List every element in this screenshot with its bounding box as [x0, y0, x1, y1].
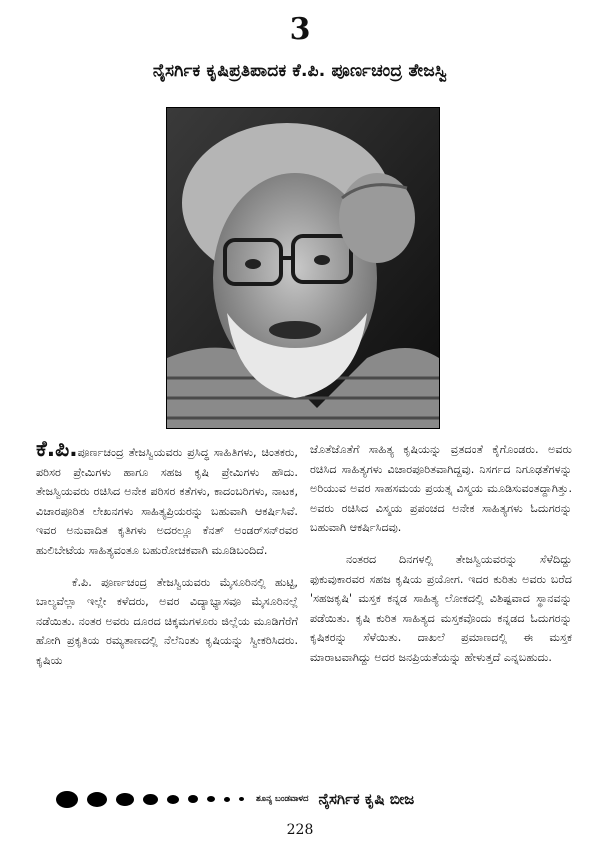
footer-banner — [56, 784, 556, 814]
banner-dot — [116, 793, 134, 806]
banner-dot — [143, 794, 158, 805]
banner-dot — [207, 796, 215, 802]
banner-subtitle: ಶೂನ್ಯ ಬಂಡವಾಳದ — [256, 794, 309, 804]
chapter-number: 3 — [289, 12, 311, 47]
banner-title: ನೈಸರ್ಗಿಕ ಕೃಷಿ ಬೀಜ — [318, 790, 415, 808]
banner-dots — [56, 791, 244, 808]
article-left-column — [36, 437, 298, 671]
article-right-column — [310, 440, 572, 668]
author-portrait-photo — [166, 107, 440, 429]
natural-farming-paragraph: ನಂತರದ ದಿನಗಳಲ್ಲಿ ತೇಜಸ್ವಿಯವರನ್ನು ಸೆಳೆದಿದ್ದು ಫುಕುವುಕಾರವರ ಸಹಜ ಕೃಷಿಯ ಪ್ರಯೋಗ. ಇದರ ಕುರಿತು ಅವರು ಬರೆದ 'ಸಹಜಕೃಷಿ' ಮಸ್ತಕ ಕನ್ನಡ ಸಾಹಿತ್ಯ ಲೋಕದಲ್ಲಿ ವಿಶಿಷ್ಟವಾದ ಸ್ಥಾನವನ್ನು ಪಡೆಯಿತು. ಕೃಷಿ ಕುರಿತ ಸಾಹಿತ್ಯದ ಮಸ್ತಕವೊಂದು ಕನ್ನಡದ ಓದುಗರನ್ನು ಕೃಷಿಕರನ್ನು ಸೆಳೆಯಿತು. ದಾಖಲೆ ಪ್ರಮಾಣದಲ್ಲಿ ಈ ಮಸ್ತಕ ಮಾರಾಟವಾಗಿದ್ದು ಅದರ ಜನಪ್ರಿಯತೆಯನ್ನು ಹೇಳುತ್ತದೆ ಎನ್ನಬಹುದು. — [310, 552, 572, 664]
intro-paragraph — [36, 437, 298, 561]
biography-paragraph: ಕೆ.ಪಿ. ಪೂರ್ಣಚಂದ್ರ ತೇಜಸ್ವಿಯವರು ಮೈಸೂರಿನಲ್ಲಿ ಹುಟ್ಟಿ, ಬಾಲ್ಯವೆಲ್ಲಾ ಇಲ್ಲೇ ಕಳೆದರು, ಅವರ ವಿದ್ಯಾಭ್ಯಾಸವೂ ಮೈಸೂರಿನಲ್ಲೆ ನಡೆಯಿತು. ನಂತರ ಅವರು ದೂರದ ಚಿಕ್ಕಮಗಳೂರು ಜಿಲ್ಲೆಯ ಮೂಡಿಗೆರೆಗೆ ಹೋಗಿ ಪ್ರಕೃತಿಯ ರಮ್ಯತಾಣದಲ್ಲಿ ನೆಲೆನಿಂತು ಕೃಷಿಯನ್ನು ಸ್ವೀಕರಿಸಿದರು. ಕೃಷಿಯ — [36, 575, 298, 667]
portrait-illustration — [167, 108, 439, 428]
banner-dot — [87, 792, 107, 807]
literature-paragraph: ಜೊತೆಜೊತೆಗೆ ಸಾಹಿತ್ಯ ಕೃಷಿಯನ್ನು ವ್ರತದಂತೆ ಕೈಗೊಂಡರು. ಅವರು ರಚಿಸಿದ ಸಾಹಿತ್ಯಗಳು ವಿಚಾರಪೂರಿತವಾಗಿದ್ದವು. ನಿಸರ್ಗದ ನಿಗೂಢತೆಗಳನ್ನು ಅರಿಯುವ ಅವರ ಸಾಹಸಮಯ ಪ್ರಯತ್ನ ವಿಸ್ಮಯ ಮೂಡಿಸುವಂತದ್ದಾಗಿತ್ತು. ಅವರು ರಚಿಸಿದ ವಿಸ್ಮಯ ಪ್ರಪಂಚದ ಅನೇಕ ಸಾಹಿತ್ಯಗಳು ಓದುಗರನ್ನು ಬಹುವಾಗಿ ಆಕರ್ಷಿಸಿದವು. — [310, 443, 572, 535]
banner-dot — [56, 791, 78, 808]
page-number: 228 — [286, 822, 314, 838]
dropcap-initials: ಕೆ.ಪಿ. — [36, 437, 78, 462]
banner-dot — [224, 797, 230, 802]
banner-dot — [239, 797, 244, 801]
chapter-title: ನೈಸರ್ಗಿಕ ಕೃಷಿಪ್ರತಿಪಾದಕ ಕೆ.ಪಿ. ಪೂರ್ಣಚಂದ್ರ ತೇಜಸ್ವಿ — [152, 61, 448, 81]
banner-dot — [167, 795, 179, 804]
intro-paragraph-text: ಪೂರ್ಣಚಂದ್ರ ತೇಜಸ್ವಿಯವರು ಪ್ರಸಿದ್ಧ ಸಾಹಿತಿಗಳು, ಚಿಂತಕರು, ಪರಿಸರ ಪ್ರೇಮಿಗಳು ಹಾಗೂ ಸಹಜ ಕೃಷಿ ಪ್ರೇಮಿಗಳು ಹೌದು. ತೇಜಸ್ವಿಯವರು ರಚಿಸಿದ ಅನೇಕ ಪರಿಸರ ಕತೆಗಳು, ಕಾದಂಬರಿಗಳು, ನಾಟಕ, ವಿಚಾರಪೂರಿತ ಲೇಖನಗಳು ಸಾಹಿತ್ಯಪ್ರಿಯರನ್ನು ಬಹುವಾಗಿ ಆಕರ್ಷಿಸಿವೆ. ಇವರ ಅನುವಾದಿತ ಕೃತಿಗಳು ಅದರಲ್ಲೂ ಕೆನತ್ ಅಂಡರ್‌ಸನ್‌ರವರ ಹುಲಿಬೇಟೆಯ ಸಾಹಿತ್ಯವಂತೂ ಬಹುರೋಚಕವಾಗಿ ಮೂಡಿಬಂದಿದೆ. — [36, 446, 298, 557]
banner-dot — [188, 795, 198, 803]
